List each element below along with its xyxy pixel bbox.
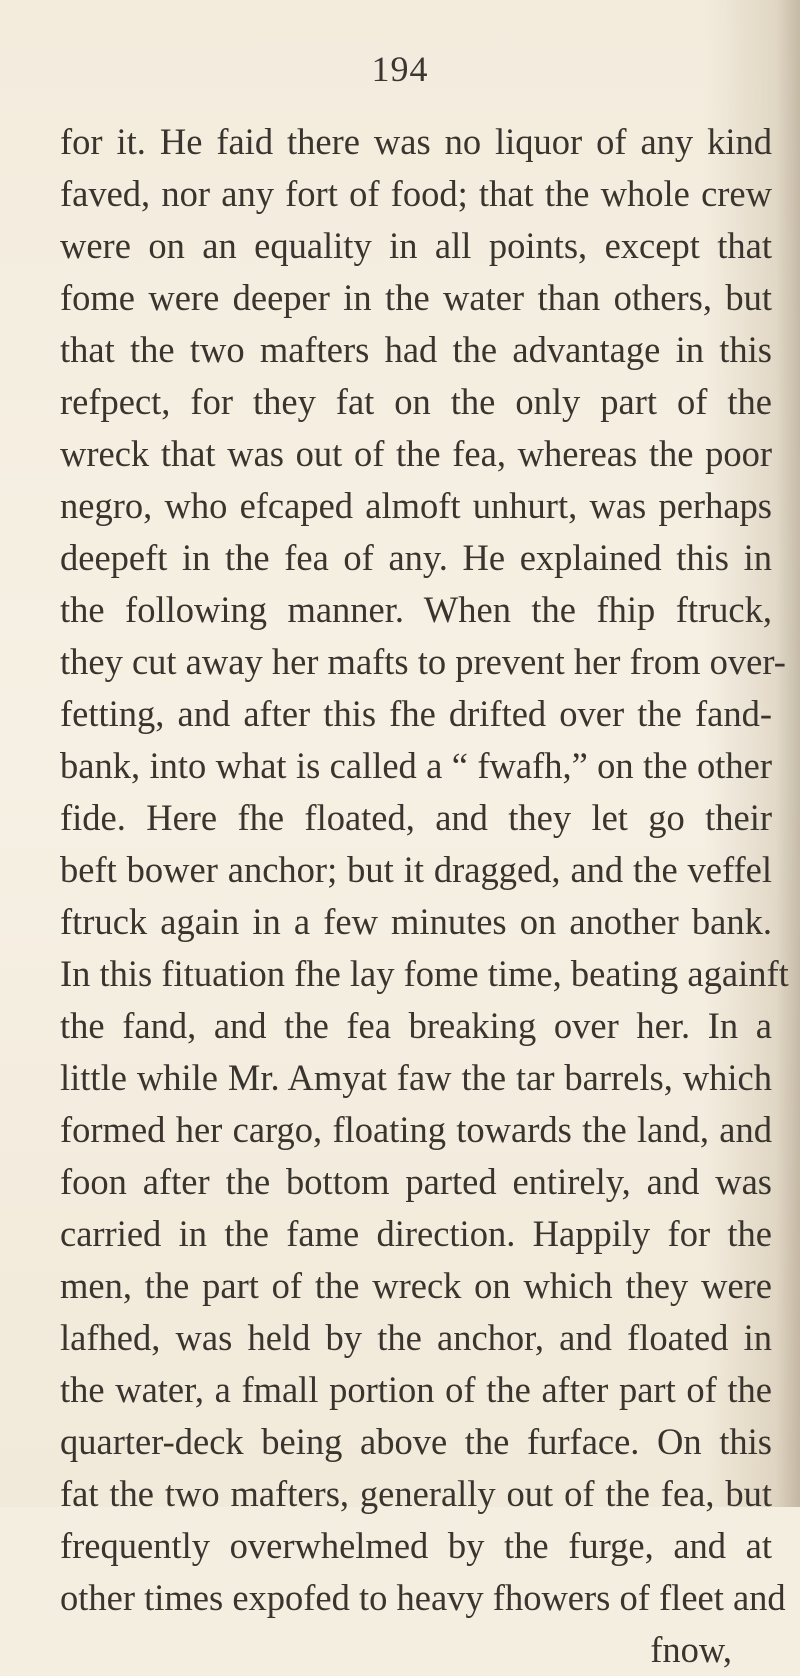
text-line: men, the part of the wreck on which they were bbox=[60, 1265, 772, 1306]
text-line: faved, nor any fort of food; that the whole crew bbox=[60, 173, 772, 214]
text-line: that the two mafters had the advantage in this bbox=[60, 329, 772, 370]
text-line: fide. Here fhe floated, and they let go their bbox=[60, 797, 772, 838]
text-line: foon after the bottom parted entirely, and was bbox=[60, 1161, 772, 1202]
text-line: little while Mr. Amyat faw the tar barrels, which bbox=[60, 1057, 772, 1098]
text-line: beft bower anchor; but it dragged, and the veffel bbox=[60, 849, 772, 890]
text-line: refpect, for they fat on the only part of the bbox=[60, 381, 772, 422]
text-line: fome were deeper in the water than others, but bbox=[60, 277, 772, 318]
text-line: ftruck again in a few minutes on another bank. bbox=[60, 901, 772, 942]
text-line: fat the two mafters, generally out of the fea, but bbox=[60, 1473, 772, 1514]
text-line: for it. He faid there was no liquor of any kind bbox=[60, 121, 772, 162]
page-number: 194 bbox=[371, 49, 429, 89]
text-line: frequently overwhelmed by the furge, and at bbox=[60, 1525, 772, 1566]
text-line: fnow, bbox=[650, 1629, 732, 1670]
text-line: they cut away her mafts to prevent her from over- bbox=[60, 641, 786, 682]
text-line: wreck that was out of the fea, whereas the poor bbox=[60, 433, 772, 474]
text-line: were on an equality in all points, except that bbox=[60, 225, 772, 266]
text-line: formed her cargo, floating towards the land, and bbox=[60, 1109, 772, 1150]
text-line: the following manner. When the fhip ftruck, bbox=[60, 589, 772, 630]
text-line: In this fituation fhe lay fome time, beating againft bbox=[60, 953, 789, 994]
text-line: the water, a fmall portion of the after part of the bbox=[60, 1369, 772, 1410]
body-text bbox=[60, 116, 789, 1676]
text-line: negro, who efcaped almoft unhurt, was perhaps bbox=[60, 485, 772, 526]
text-line: the fand, and the fea breaking over her. In a bbox=[60, 1005, 772, 1046]
text-line: lafhed, was held by the anchor, and floated in bbox=[60, 1317, 772, 1358]
text-line: quarter-deck being above the furface. On this bbox=[60, 1421, 772, 1462]
text-line: fetting, and after this fhe drifted over the fand- bbox=[60, 693, 772, 734]
text-line: other times expofed to heavy fhowers of fleet and bbox=[60, 1577, 786, 1618]
text-line: bank, into what is called a “ fwafh,” on the other bbox=[60, 745, 772, 786]
text-line: carried in the fame direction. Happily for the bbox=[60, 1213, 772, 1254]
text-line: deepeft in the fea of any. He explained this in bbox=[60, 537, 772, 578]
